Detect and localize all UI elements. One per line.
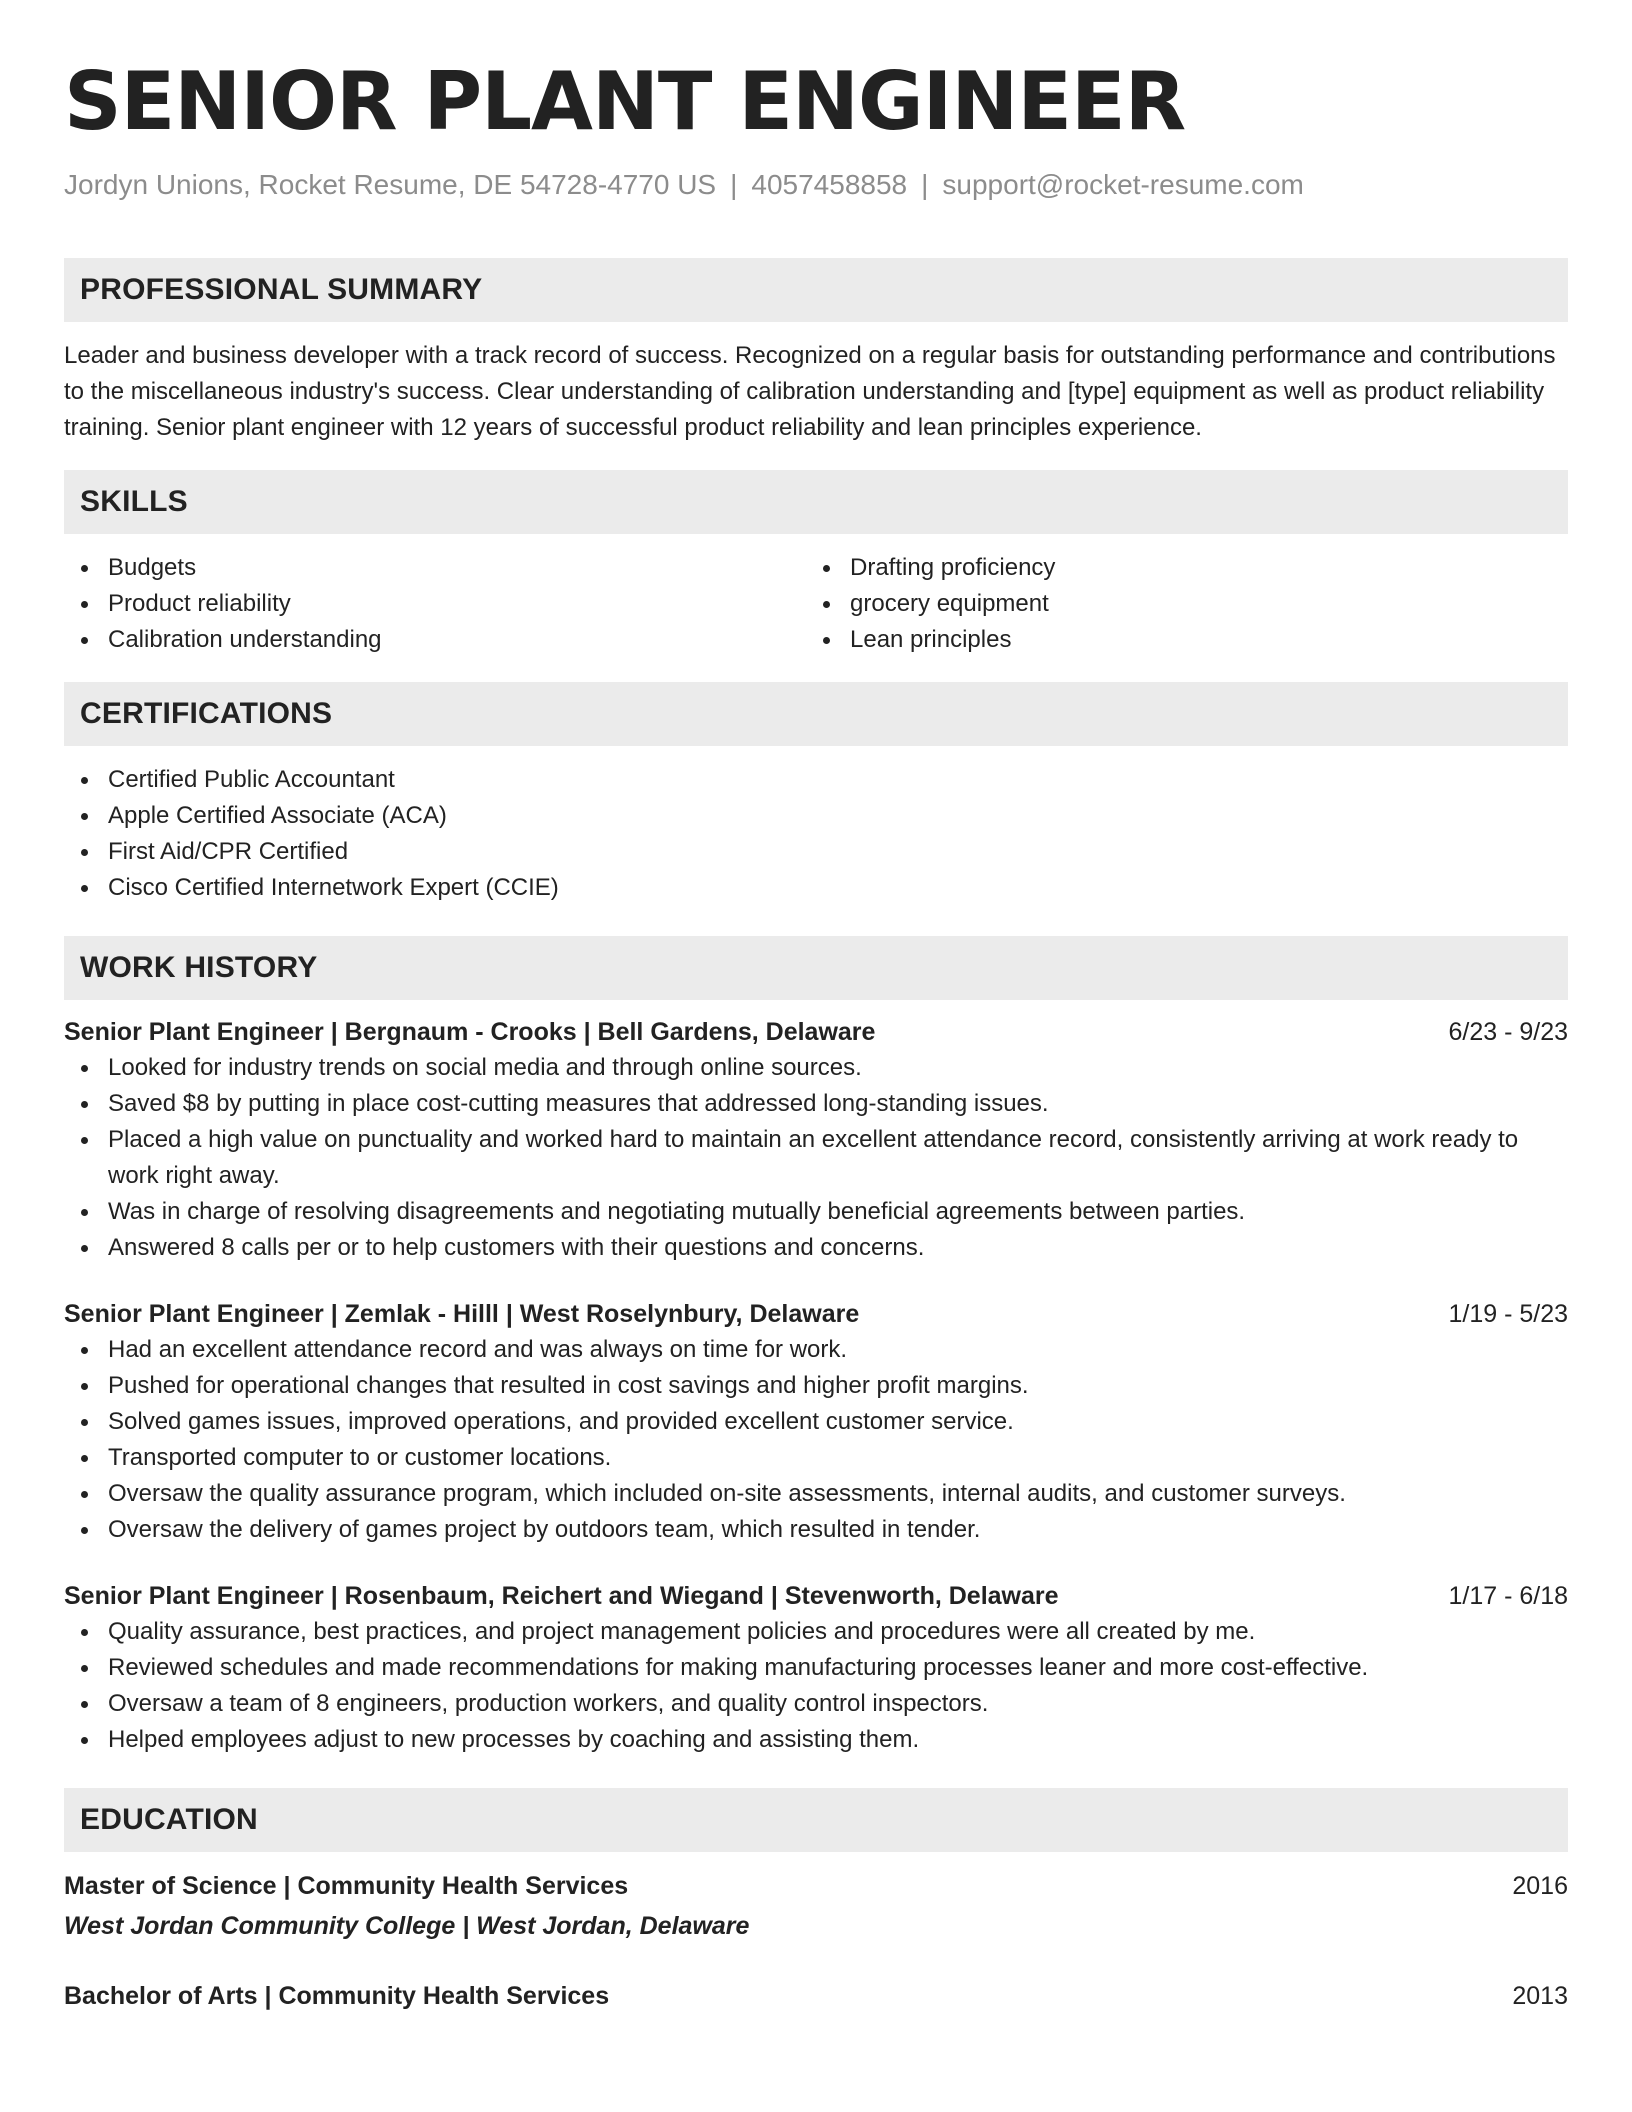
skill-item: Lean principles bbox=[806, 622, 1548, 658]
education-entry bbox=[64, 1868, 1568, 1944]
job-bullet: Helped employees adjust to new processes by coaching and assisting them. bbox=[64, 1722, 1568, 1758]
job-title: Senior Plant Engineer | Rosenbaum, Reichert and Wiegand | Stevenworth, Delaware bbox=[64, 1582, 1059, 1610]
job-bullets bbox=[64, 1332, 1568, 1548]
skill-item: Calibration understanding bbox=[64, 622, 806, 658]
job-title: Senior Plant Engineer | Bergnaum - Crooks | Bell Gardens, Delaware bbox=[64, 1018, 876, 1046]
job-bullet: Pushed for operational changes that resulted in cost savings and higher profit margins. bbox=[64, 1368, 1568, 1404]
education-degree: Bachelor of Arts | Community Health Services bbox=[64, 1982, 610, 2010]
certification-item: Apple Certified Associate (ACA) bbox=[64, 798, 1568, 834]
job-bullet: Transported computer to or customer locations. bbox=[64, 1440, 1568, 1476]
job-bullet: Placed a high value on punctuality and worked hard to maintain an excellent attendance record, consistently arriving at work ready to work right away. bbox=[64, 1122, 1568, 1194]
skill-item: Product reliability bbox=[64, 586, 806, 622]
job-bullet: Answered 8 calls per or to help customers with their questions and concerns. bbox=[64, 1230, 1568, 1266]
job-bullet: Oversaw the quality assurance program, which included on-site assessments, internal audits, and customer surveys. bbox=[64, 1476, 1568, 1512]
section-heading-summary: PROFESSIONAL SUMMARY bbox=[64, 258, 1568, 322]
job-bullets bbox=[64, 1614, 1568, 1758]
contact-line bbox=[64, 166, 1568, 204]
certification-item: Cisco Certified Internetwork Expert (CCIE) bbox=[64, 870, 1568, 906]
section-heading-work-history: WORK HISTORY bbox=[64, 936, 1568, 1000]
skill-item: Budgets bbox=[64, 550, 806, 586]
job-bullet: Solved games issues, improved operations, and provided excellent customer service. bbox=[64, 1404, 1568, 1440]
job-dates: 6/23 - 9/23 bbox=[1448, 1018, 1568, 1046]
section-heading-certifications: CERTIFICATIONS bbox=[64, 682, 1568, 746]
job-entry bbox=[64, 1296, 1568, 1548]
section-heading-education: EDUCATION bbox=[64, 1788, 1568, 1852]
job-bullet: Looked for industry trends on social media and through online sources. bbox=[64, 1050, 1568, 1086]
education-year: 2013 bbox=[1512, 1982, 1568, 2010]
skills-list bbox=[64, 550, 1568, 658]
job-bullet: Had an excellent attendance record and was always on time for work. bbox=[64, 1332, 1568, 1368]
contact-separator: | bbox=[921, 169, 929, 200]
contact-phone: 4057458858 bbox=[751, 169, 908, 200]
job-bullet: Saved $8 by putting in place cost-cutting measures that addressed long-standing issues. bbox=[64, 1086, 1568, 1122]
job-entry bbox=[64, 1578, 1568, 1758]
skills-column-left bbox=[64, 550, 806, 658]
section-heading-skills: SKILLS bbox=[64, 470, 1568, 534]
certification-item: First Aid/CPR Certified bbox=[64, 834, 1568, 870]
job-bullet: Reviewed schedules and made recommendations for making manufacturing processes leaner and more cost-effective. bbox=[64, 1650, 1568, 1686]
education-entry bbox=[64, 1978, 1568, 2014]
contact-email[interactable]: support@rocket-resume.com bbox=[942, 169, 1304, 200]
job-title: Senior Plant Engineer | Zemlak - Hilll | West Roselynbury, Delaware bbox=[64, 1300, 860, 1328]
job-dates: 1/19 - 5/23 bbox=[1448, 1300, 1568, 1328]
education-school: West Jordan Community College | West Jordan, Delaware bbox=[64, 1912, 750, 1940]
certification-item: Certified Public Accountant bbox=[64, 762, 1568, 798]
skills-column-right bbox=[806, 550, 1548, 658]
education-degree: Master of Science | Community Health Services bbox=[64, 1872, 629, 1900]
education-year: 2016 bbox=[1512, 1872, 1568, 1900]
contact-separator: | bbox=[730, 169, 738, 200]
job-bullet: Oversaw the delivery of games project by outdoors team, which resulted in tender. bbox=[64, 1512, 1568, 1548]
resume-title: SENIOR PLANT ENGINEER bbox=[64, 55, 1186, 148]
skill-item: Drafting proficiency bbox=[806, 550, 1548, 586]
job-bullet: Oversaw a team of 8 engineers, production workers, and quality control inspectors. bbox=[64, 1686, 1568, 1722]
summary-text: Leader and business developer with a track record of success. Recognized on a regular basis for outstanding performance and contributions to the miscellaneous industry's success. Clear understanding of calibration understanding and [type] equipment as well as product reliability training. Senior plant engineer with 12 years of successful product reliability and lean principles experience. bbox=[64, 342, 1556, 441]
certifications-list bbox=[64, 762, 1568, 906]
job-bullets bbox=[64, 1050, 1568, 1266]
job-entry bbox=[64, 1014, 1568, 1266]
job-bullet: Quality assurance, best practices, and project management policies and procedures were all created by me. bbox=[64, 1614, 1568, 1650]
resume-page bbox=[64, 52, 1568, 2014]
job-dates: 1/17 - 6/18 bbox=[1448, 1582, 1568, 1610]
skill-item: grocery equipment bbox=[806, 586, 1548, 622]
job-bullet: Was in charge of resolving disagreements and negotiating mutually beneficial agreements between parties. bbox=[64, 1194, 1568, 1230]
contact-address: Jordyn Unions, Rocket Resume, DE 54728-4770 US bbox=[64, 169, 717, 200]
